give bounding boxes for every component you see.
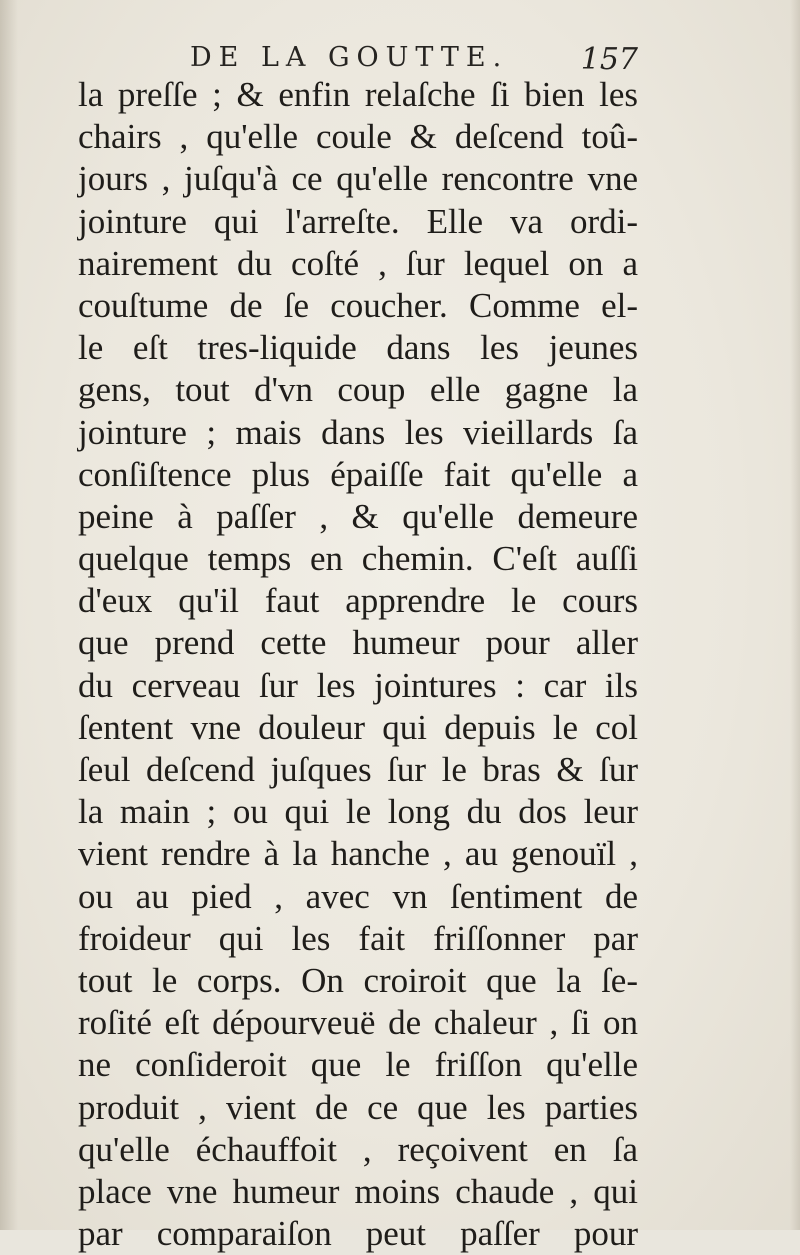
running-head: DE LA GOUTTE.: [190, 42, 509, 73]
text-line: ſeul deſcend juſques ſur le bras & ſur: [78, 750, 638, 789]
text-line: par comparaiſon peut paſſer pour: [78, 1214, 638, 1254]
text-line: jointure ; mais dans les vieillards ſa: [78, 412, 638, 452]
text-line: le eſt tres-liquide dans les jeunes: [78, 328, 638, 368]
text-line: jointure qui l'arreſte. Elle va ordi-: [78, 201, 638, 241]
text-line: d'eux qu'il faut apprendre le cours: [78, 581, 638, 621]
text-line: du cerveau ſur les jointures : car ils: [78, 665, 638, 705]
text-line: couſtume de ſe coucher. Comme el-: [78, 285, 638, 325]
text-line: conſiſtence plus épaiſſe fait qu'elle a: [78, 454, 638, 494]
text-line: nairement du coſté , ſur lequel on a: [78, 243, 638, 283]
text-line: la main ; ou qui le long du dos leur: [78, 792, 638, 832]
page-number: 157: [580, 42, 638, 77]
text-line: gens, tout d'vn coup elle gagne la: [78, 370, 638, 410]
text-line: produit , vient de ce que les parties: [78, 1087, 638, 1127]
text-line: quelque temps en chemin. C'eſt auſſi: [78, 539, 638, 579]
text-line: froideur qui les fait friſſonner par: [78, 918, 638, 958]
text-line: que prend cette humeur pour aller: [78, 623, 638, 663]
text-line: place vne humeur moins chaude , qui: [78, 1171, 638, 1211]
text-line: qu'elle échauffoit , reçoivent en ſa: [78, 1129, 638, 1169]
text-line: jours , juſqu'à ce qu'elle rencontre vne: [78, 159, 638, 199]
text-line: peine à paſſer , & qu'elle demeure: [78, 496, 638, 536]
text-line: ou au pied , avec vn ſentiment de: [78, 876, 638, 916]
text-line: ſentent vne douleur qui depuis le col: [78, 707, 638, 747]
text-line: chairs , qu'elle coule & deſcend toû-: [78, 117, 638, 157]
text-line: ne conſideroit que le friſſon qu'elle: [78, 1045, 638, 1085]
text-line: la preſſe ; & enfin relaſche ſi bien les: [78, 75, 638, 114]
text-line: vient rendre à la hanche , au genouïl ,: [78, 834, 638, 874]
text-line: roſité eſt dépourveuë de chaleur , ſi on: [78, 1003, 638, 1043]
text-line: tout le corps. On croiroit que la ſe-: [78, 960, 638, 1000]
body-text: [78, 74, 638, 1255]
